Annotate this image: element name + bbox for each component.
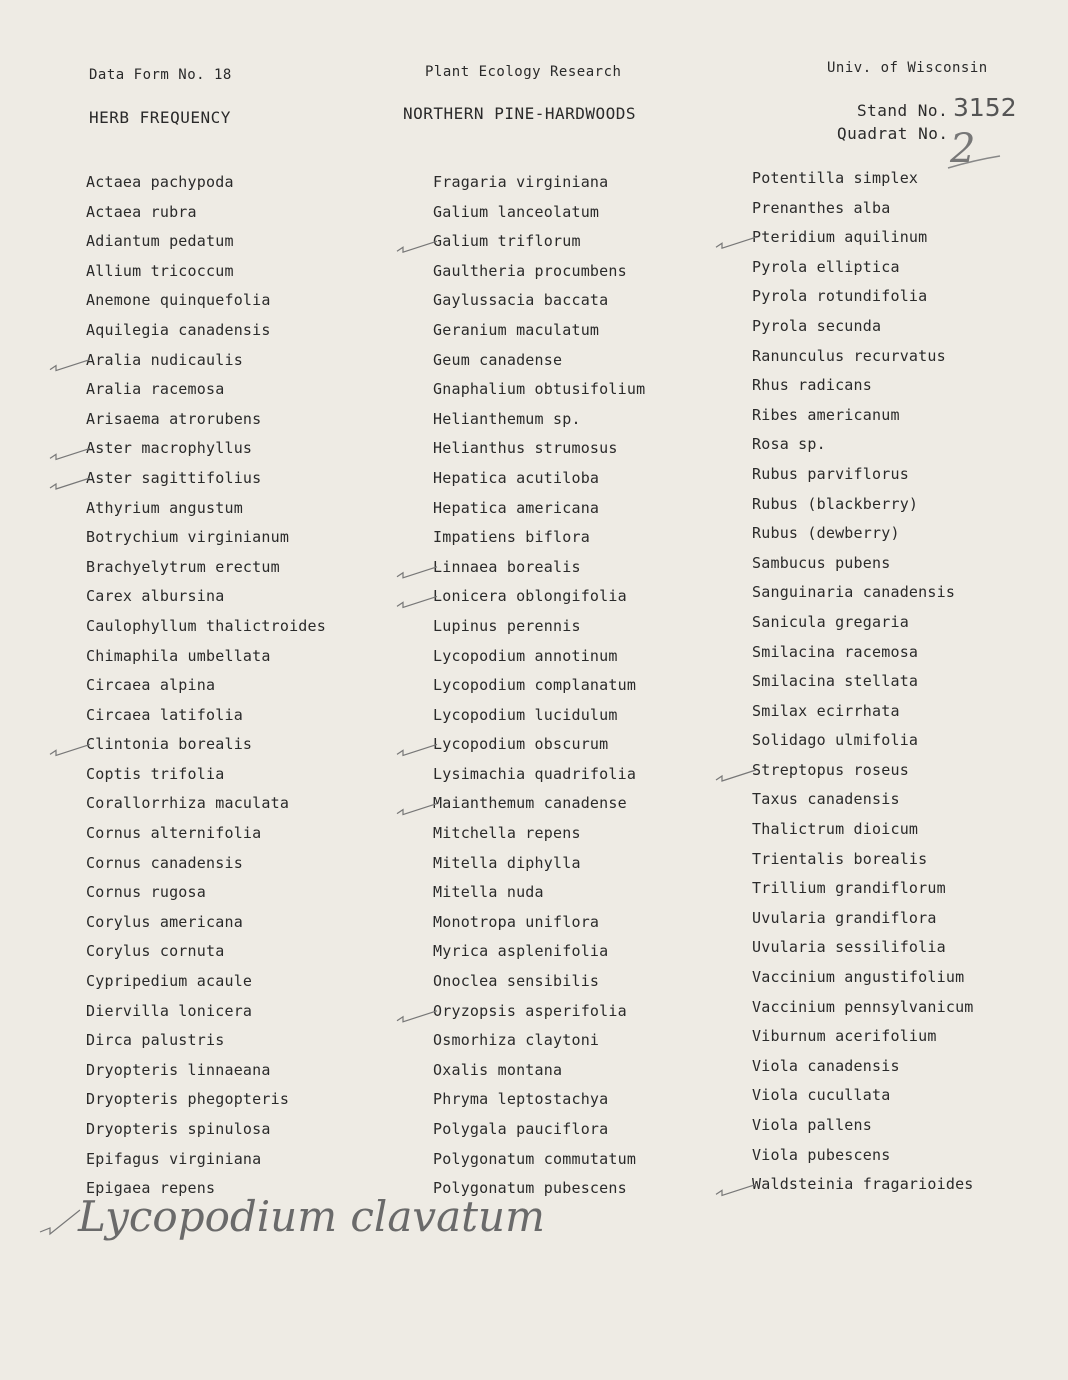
species-row: Viola canadensis — [752, 1056, 900, 1075]
species-row: Polygonatum pubescens — [433, 1179, 627, 1198]
check-mark — [716, 770, 756, 781]
species-row: Caulophyllum thalictroides — [86, 616, 326, 635]
species-row: Dryopteris linnaeana — [86, 1060, 271, 1079]
species-row: Pyrola elliptica — [752, 257, 900, 276]
check-mark — [50, 360, 90, 371]
species-row: Prenanthes alba — [752, 198, 891, 217]
check-mark — [397, 596, 437, 607]
species-row: Monotropa uniflora — [433, 912, 600, 931]
species-row: Carex albursina — [86, 587, 225, 606]
species-row: Viola pallens — [752, 1116, 872, 1134]
species-row: Viola cucullata — [752, 1086, 891, 1105]
species-row: Polygonatum commutatum — [433, 1149, 637, 1168]
species-row: Corallorrhiza maculata — [86, 794, 290, 813]
species-row: Sambucus pubens — [752, 553, 891, 572]
species-row: Taxus canadensis — [752, 790, 900, 809]
check-mark — [50, 744, 90, 755]
species-row: Smilacina stellata — [752, 672, 919, 691]
species-row: Onoclea sensibilis — [433, 972, 600, 991]
species-row: Oxalis montana — [433, 1060, 563, 1079]
species-row: Cornus rugosa — [86, 883, 206, 902]
species-row: Brachyelytrum erectum — [86, 557, 280, 576]
species-row: Viburnum acerifolium — [752, 1027, 937, 1046]
research-label: Plant Ecology Research — [425, 64, 622, 80]
species-row: Myrica asplenifolia — [433, 942, 609, 961]
check-mark — [397, 567, 437, 578]
species-row: Athyrium angustum — [86, 498, 243, 517]
species-row: Cypripedium acaule — [86, 972, 253, 991]
species-row: Vaccinium pennsylvanicum — [752, 997, 974, 1016]
species-row: Osmorhiza claytoni — [433, 1031, 600, 1050]
check-mark — [397, 241, 437, 252]
species-row: Circaea alpina — [86, 676, 216, 695]
species-row: Fragaria virginiana — [433, 173, 609, 191]
species-row: Waldsteinia fragarioides — [752, 1175, 974, 1194]
species-row: Dryopteris spinulosa — [86, 1120, 271, 1138]
form-title: HERB FREQUENCY — [89, 108, 231, 127]
species-row: Linnaea borealis — [433, 557, 581, 576]
species-row: Lycopodium lucidulum — [433, 705, 618, 724]
species-row: Helianthus strumosus — [433, 439, 618, 458]
quadrat-underline — [948, 156, 1000, 168]
species-row: Vaccinium angustifolium — [752, 968, 965, 987]
species-row: Sanguinaria canadensis — [752, 583, 956, 602]
species-row: Lycopodium obscurum — [433, 735, 609, 754]
species-row: Aster macrophyllus — [86, 439, 253, 458]
species-row: Lonicera oblongifolia — [433, 587, 627, 606]
species-row: Actaea pachypoda — [86, 173, 234, 191]
species-row: Galium triflorum — [433, 232, 581, 251]
species-row: Aquilegia canadensis — [86, 320, 271, 339]
check-mark — [397, 744, 437, 755]
species-row: Dirca palustris — [86, 1031, 225, 1050]
species-row: Uvularia sessilifolia — [752, 938, 946, 957]
check-mark — [40, 1210, 80, 1234]
species-row: Pteridium aquilinum — [752, 228, 928, 247]
species-row: Smilacina racemosa — [752, 642, 919, 661]
species-row: Pyrola rotundifolia — [752, 287, 928, 306]
species-row: Aralia racemosa — [86, 380, 225, 399]
species-row: Lupinus perennis — [433, 616, 581, 635]
species-row: Geranium maculatum — [433, 320, 600, 339]
stand-label: Stand No. — [857, 101, 949, 120]
check-mark — [397, 804, 437, 815]
form-number: Data Form No. 18 — [89, 67, 232, 83]
species-row: Thalictrum dioicum — [752, 820, 919, 839]
species-row: Trientalis borealis — [752, 849, 928, 868]
species-row: Rhus radicans — [752, 376, 872, 395]
species-row: Gnaphalium obtusifolium — [433, 380, 646, 399]
check-mark — [397, 1011, 437, 1022]
species-row: Adiantum pedatum — [86, 232, 234, 251]
species-row: Sanicula gregaria — [752, 612, 909, 631]
institution-label: Univ. of Wisconsin — [827, 60, 988, 76]
species-row: Maianthemum canadense — [433, 794, 627, 813]
species-row: Geum canadense — [433, 350, 563, 369]
species-row: Phryma leptostachya — [433, 1090, 609, 1109]
species-row: Trillium grandiflorum — [752, 879, 946, 898]
species-row: Pyrola secunda — [752, 316, 882, 335]
species-row: Smilax ecirrhata — [752, 701, 900, 720]
community-title: NORTHERN PINE-HARDWOODS — [403, 104, 637, 123]
species-row: Ranunculus recurvatus — [752, 346, 946, 365]
species-row: Rubus (dewberry) — [752, 524, 900, 543]
species-row: Epigaea repens — [86, 1179, 216, 1198]
species-row: Galium lanceolatum — [433, 202, 600, 221]
species-row: Aralia nudicaulis — [86, 350, 243, 369]
species-row: Ribes americanum — [752, 405, 900, 424]
species-row: Solidago ulmifolia — [752, 731, 919, 750]
quadrat-number: 2 — [950, 126, 976, 172]
check-mark — [716, 237, 756, 248]
species-row: Gaylussacia baccata — [433, 291, 609, 310]
species-row: Hepatica americana — [433, 498, 600, 517]
species-row: Gaultheria procumbens — [433, 261, 627, 280]
species-row: Streptopus roseus — [752, 760, 909, 779]
species-row: Epifagus virginiana — [86, 1149, 262, 1168]
species-row: Chimaphila umbellata — [86, 646, 271, 665]
check-mark — [50, 478, 90, 489]
species-row: Actaea rubra — [86, 202, 197, 221]
species-row: Oryzopsis asperifolia — [433, 1001, 627, 1020]
species-row: Impatiens biflora — [433, 528, 590, 547]
species-row: Polygala pauciflora — [433, 1120, 609, 1138]
species-row: Anemone quinquefolia — [86, 291, 271, 310]
species-row: Potentilla simplex — [752, 169, 919, 187]
species-row: Clintonia borealis — [86, 735, 253, 754]
handwritten-species-entry: Lycopodium clavatum — [78, 1192, 545, 1241]
species-row: Rubus parviflorus — [752, 464, 909, 483]
species-row: Rubus (blackberry) — [752, 494, 919, 513]
species-row: Mitella diphylla — [433, 853, 581, 872]
species-row: Botrychium virginianum — [86, 528, 290, 547]
species-row: Arisaema atrorubens — [86, 409, 262, 428]
check-mark — [50, 448, 90, 459]
species-row: Circaea latifolia — [86, 705, 243, 724]
species-row: Viola pubescens — [752, 1145, 891, 1164]
species-row: Allium tricoccum — [86, 261, 234, 280]
species-row: Hepatica acutiloba — [433, 468, 600, 487]
species-row: Mitchella repens — [433, 824, 581, 843]
species-row: Cornus alternifolia — [86, 824, 262, 843]
stand-number: 3152 — [953, 93, 1017, 122]
species-row: Lycopodium annotinum — [433, 646, 618, 665]
species-row: Mitella nuda — [433, 883, 544, 902]
species-row: Coptis trifolia — [86, 764, 225, 783]
species-row: Aster sagittifolius — [86, 468, 262, 487]
species-row: Helianthemum sp. — [433, 409, 581, 428]
species-row: Uvularia grandiflora — [752, 908, 937, 927]
species-row: Diervilla lonicera — [86, 1001, 253, 1020]
species-row: Rosa sp. — [752, 435, 826, 454]
species-row: Corylus americana — [86, 912, 243, 931]
species-row: Lysimachia quadrifolia — [433, 764, 637, 783]
species-row: Dryopteris phegopteris — [86, 1090, 290, 1109]
check-mark — [716, 1184, 756, 1195]
species-row: Lycopodium complanatum — [433, 676, 637, 695]
quadrat-label: Quadrat No. — [837, 124, 949, 143]
species-row: Corylus cornuta — [86, 942, 225, 961]
species-row: Cornus canadensis — [86, 853, 243, 872]
